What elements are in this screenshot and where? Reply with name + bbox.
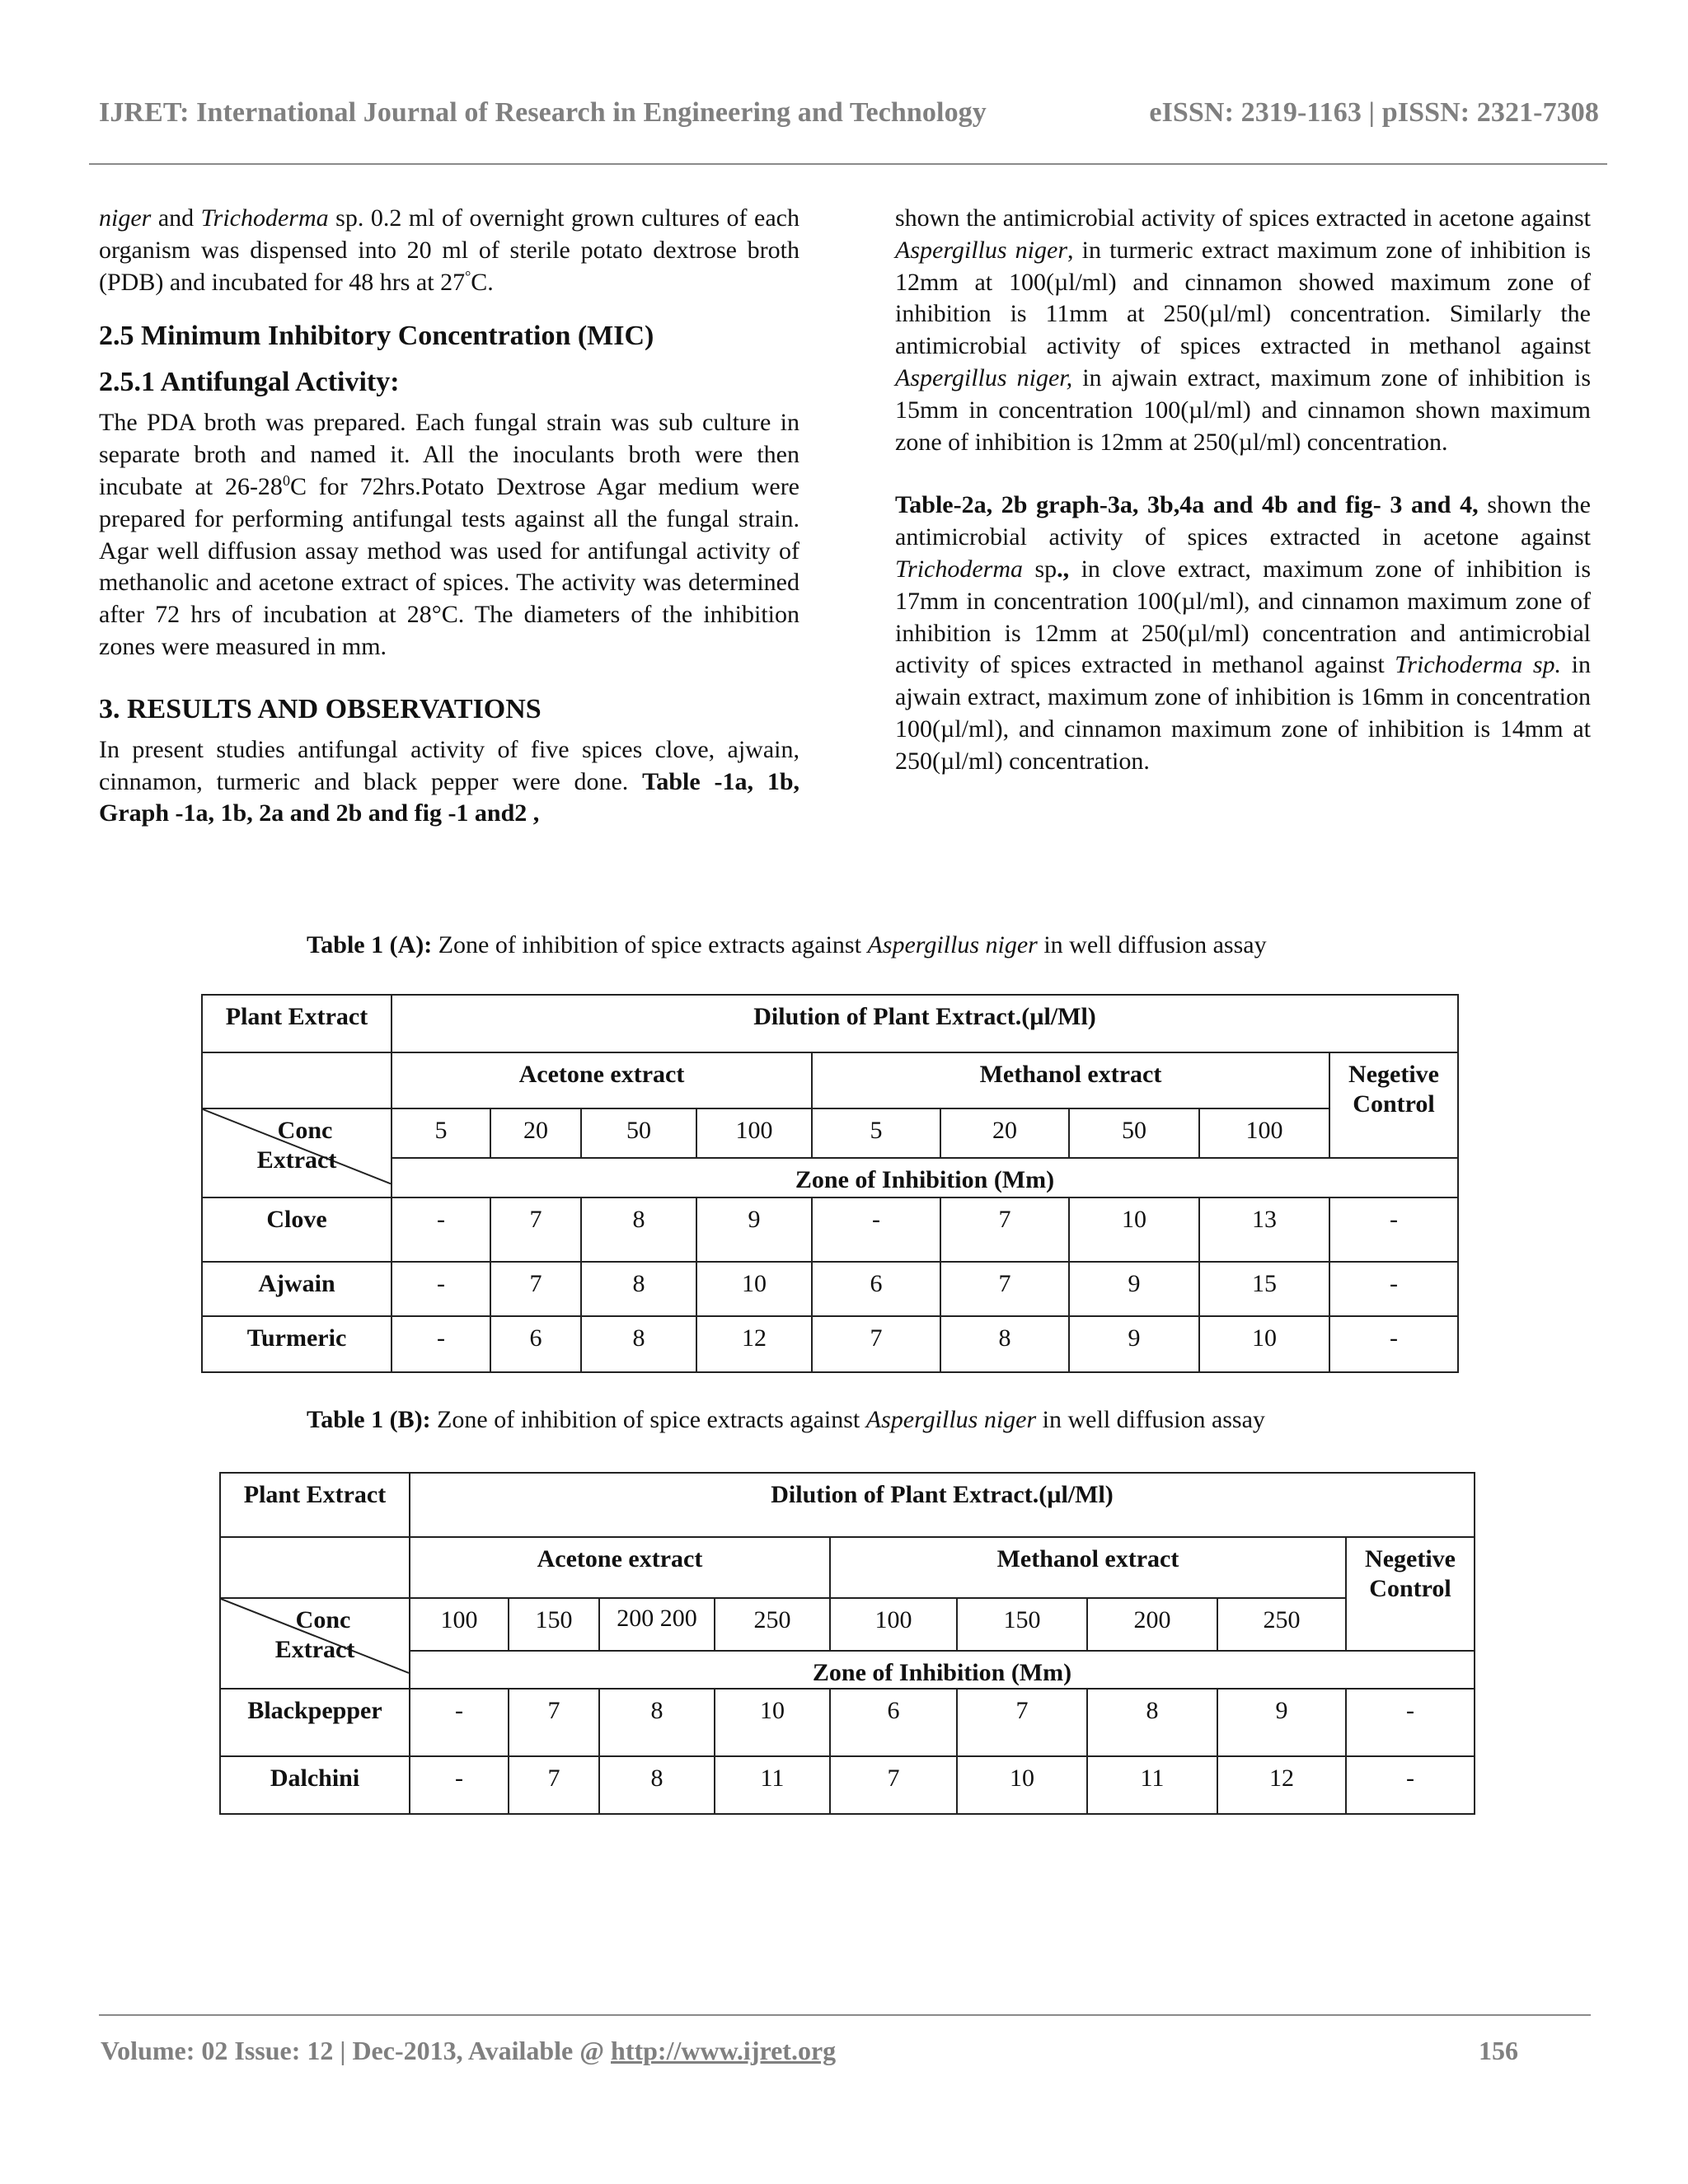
cell: 10 <box>696 1262 812 1316</box>
conc-value: 100 <box>696 1108 812 1158</box>
cell: 6 <box>812 1262 940 1316</box>
conc-value: 200 200 <box>599 1598 715 1651</box>
row-label: Dalchini <box>220 1756 410 1814</box>
cell: 7 <box>490 1197 581 1262</box>
table-row <box>202 1316 1458 1372</box>
cell: 8 <box>1087 1689 1217 1756</box>
conc-extract-cell <box>220 1598 410 1689</box>
row-label: Ajwain <box>202 1262 392 1316</box>
table-row <box>220 1756 1475 1814</box>
cell: 9 <box>1069 1262 1199 1316</box>
conc-label: Conc <box>295 1606 351 1633</box>
footer-volume: Volume: 02 Issue: 12 | Dec-2013, Available @ http://www.ijret.org <box>101 2036 837 2065</box>
methanol-header: Methanol extract <box>812 1052 1329 1108</box>
cell: - <box>392 1197 490 1262</box>
row-label: Blackpepper <box>220 1689 410 1756</box>
table-1b <box>219 1472 1475 1815</box>
heading-antifungal: 2.5.1 Antifungal Activity: <box>99 367 400 398</box>
right-column <box>895 203 1591 778</box>
cell: - <box>1329 1316 1458 1372</box>
empty-cell <box>220 1537 410 1598</box>
journal-issn: eISSN: 2319-1163 | pISSN: 2321-7308 <box>1149 97 1599 128</box>
cell: - <box>410 1689 509 1756</box>
cell: 11 <box>1087 1756 1217 1814</box>
acetone-header: Acetone extract <box>410 1537 830 1598</box>
conc-value: 150 <box>509 1598 599 1651</box>
cell: 10 <box>1199 1316 1329 1372</box>
plant-extract-header: Plant Extract <box>220 1473 410 1537</box>
conc-value: 20 <box>940 1108 1069 1158</box>
heading-results: 3. RESULTS AND OBSERVATIONS <box>99 693 542 724</box>
conc-extract-cell <box>202 1108 392 1197</box>
cell: 11 <box>715 1756 830 1814</box>
conc-value: 50 <box>1069 1108 1199 1158</box>
cell: 15 <box>1199 1262 1329 1316</box>
cell: 8 <box>599 1689 715 1756</box>
cell: 7 <box>490 1262 581 1316</box>
conc-value: 150 <box>957 1598 1087 1651</box>
table1a-caption: Table 1 (A): Zone of inhibition of spice extracts against Aspergillus niger in well diffusion assay <box>307 931 1267 958</box>
page-footer <box>101 2036 1518 2066</box>
left-column <box>99 203 799 830</box>
cell: 10 <box>1069 1197 1199 1262</box>
cell: 7 <box>509 1756 599 1814</box>
cell: - <box>1346 1756 1475 1814</box>
cell: - <box>1329 1197 1458 1262</box>
acetone-header: Acetone extract <box>392 1052 812 1108</box>
journal-link[interactable]: http://www.ijret.org <box>611 2036 837 2065</box>
cell: 9 <box>696 1197 812 1262</box>
extract-label: Extract <box>274 1636 355 1663</box>
cell: 7 <box>940 1197 1069 1262</box>
conc-value: 250 <box>1217 1598 1346 1651</box>
table-row <box>202 1262 1458 1316</box>
zone-header: Zone of Inhibition (Mm) <box>410 1651 1475 1689</box>
paragraph-aspergillus: shown the antimicrobial activity of spices extracted in acetone against Aspergillus niger, in turmeric extract maximum zone of inhibition is 12mm at 100(µl/ml) and cinnamon showed maximum zone of inhibition is 11mm at 250(µl/ml) concentration. Similarly the antimicrobial activity of spices extracted in methanol against Aspergillus niger, in ajwain extract, maximum zone of inhibition is 15mm in concentration 100(µl/ml) and cinnamon shown maximum zone of inhibition is 12mm at 250(µl/ml) concentration. <box>895 204 1591 456</box>
zone-header: Zone of Inhibition (Mm) <box>392 1158 1458 1197</box>
methanol-header: Methanol extract <box>830 1537 1346 1598</box>
conc-value: 100 <box>1199 1108 1329 1158</box>
cell: - <box>410 1756 509 1814</box>
conc-value: 5 <box>392 1108 490 1158</box>
cell: 7 <box>830 1756 957 1814</box>
heading-mic: 2.5 Minimum Inhibitory Concentration (MIC) <box>99 321 654 352</box>
row-label: Clove <box>202 1197 392 1262</box>
conc-label: Conc <box>277 1117 333 1144</box>
cell: 10 <box>957 1756 1087 1814</box>
cell: 8 <box>581 1316 696 1372</box>
cell: 8 <box>581 1262 696 1316</box>
cell: 7 <box>957 1689 1087 1756</box>
cell: 9 <box>1217 1689 1346 1756</box>
empty-cell <box>202 1052 392 1108</box>
cell: 7 <box>812 1316 940 1372</box>
cell: 13 <box>1199 1197 1329 1262</box>
journal-title: IJRET: International Journal of Research in Engineering and Technology <box>99 97 987 128</box>
conc-value: 20 <box>490 1108 581 1158</box>
cell: - <box>392 1262 490 1316</box>
paragraph-results: In present studies antifungal activity of five spices clove, ajwain, cinnamon, turmeric and black pepper were done. Table -1a, 1b, Graph -1a, 1b, 2a and 2b and fig -1 and2 , <box>99 735 799 827</box>
cell: 7 <box>509 1689 599 1756</box>
table-1a <box>201 994 1459 1373</box>
cell: 12 <box>696 1316 812 1372</box>
cell: 10 <box>715 1689 830 1756</box>
dilution-header: Dilution of Plant Extract.(µl/Ml) <box>410 1473 1475 1537</box>
negative-control-header: Negetive Control <box>1346 1537 1475 1651</box>
conc-value: 100 <box>830 1598 957 1651</box>
conc-value: 50 <box>581 1108 696 1158</box>
footer-rule <box>99 2014 1591 2016</box>
paragraph-antifungal: The PDA broth was prepared. Each fungal strain was sub culture in separate broth and named it. All the inoculants broth were then incubate at $26-28^0C$ for 72hrs.Potato Dextrose Agar medium were prepared for performing antifungal tests against all the fungal strain. Agar well diffusion assay method was used for antifungal activity of methanolic and acetone extract of spices. The activity was determined after 72 hrs of incubation at 28°C. The diameters of the inhibition zones were measured in mm. <box>99 409 799 660</box>
page-header <box>99 97 1599 129</box>
conc-value: 5 <box>812 1108 940 1158</box>
cell: 6 <box>490 1316 581 1372</box>
conc-value: 250 <box>715 1598 830 1651</box>
page-number: 156 <box>1479 2036 1518 2065</box>
cell: 7 <box>940 1262 1069 1316</box>
extract-label: Extract <box>256 1146 337 1174</box>
cell: 8 <box>940 1316 1069 1372</box>
cell: 6 <box>830 1689 957 1756</box>
cell: - <box>812 1197 940 1262</box>
row-label: Turmeric <box>202 1316 392 1372</box>
negative-control-header: Negetive Control <box>1329 1052 1458 1158</box>
dilution-header: Dilution of Plant Extract.(µl/Ml) <box>392 995 1458 1052</box>
plant-extract-header: Plant Extract <box>202 995 392 1052</box>
cell: 8 <box>581 1197 696 1262</box>
paragraph-trichoderma: Table-2a, 2b graph-3a, 3b,4a and 4b and fig- 3 and 4, shown the antimicrobial activity of spices extracted in acetone against Trichoderma sp., in clove extract, maximum zone of inhibition is 17mm in concentration 100(µl/ml), and cinnamon maximum zone of inhibition is 12mm at 250(µl/ml) concentration and antimicrobial activity of spices extracted in methanol against Trichoderma sp. in ajwain extract, maximum zone of inhibition is 16mm in concentration 100(µl/ml), and cinnamon maximum zone of inhibition is 14mm at 250(µl/ml) concentration. <box>895 491 1591 775</box>
conc-value: 100 <box>410 1598 509 1651</box>
cell: - <box>1329 1262 1458 1316</box>
cell: 12 <box>1217 1756 1346 1814</box>
cell: - <box>392 1316 490 1372</box>
cell: 8 <box>599 1756 715 1814</box>
header-rule <box>89 163 1607 165</box>
cell: 9 <box>1069 1316 1199 1372</box>
paragraph-culture: niger and Trichoderma sp. 0.2 ml of overnight grown cultures of each organism was dispensed into 20 ml of sterile potato dextrose broth (PDB) and incubated for 48 hrs at 27°C. <box>99 204 799 296</box>
table1b-caption: Table 1 (B): Zone of inhibition of spice extracts against Aspergillus niger in well diffusion assay <box>307 1406 1265 1433</box>
conc-value: 200 <box>1087 1598 1217 1651</box>
cell: - <box>1346 1689 1475 1756</box>
table-row <box>202 1197 1458 1262</box>
table-row <box>220 1689 1475 1756</box>
